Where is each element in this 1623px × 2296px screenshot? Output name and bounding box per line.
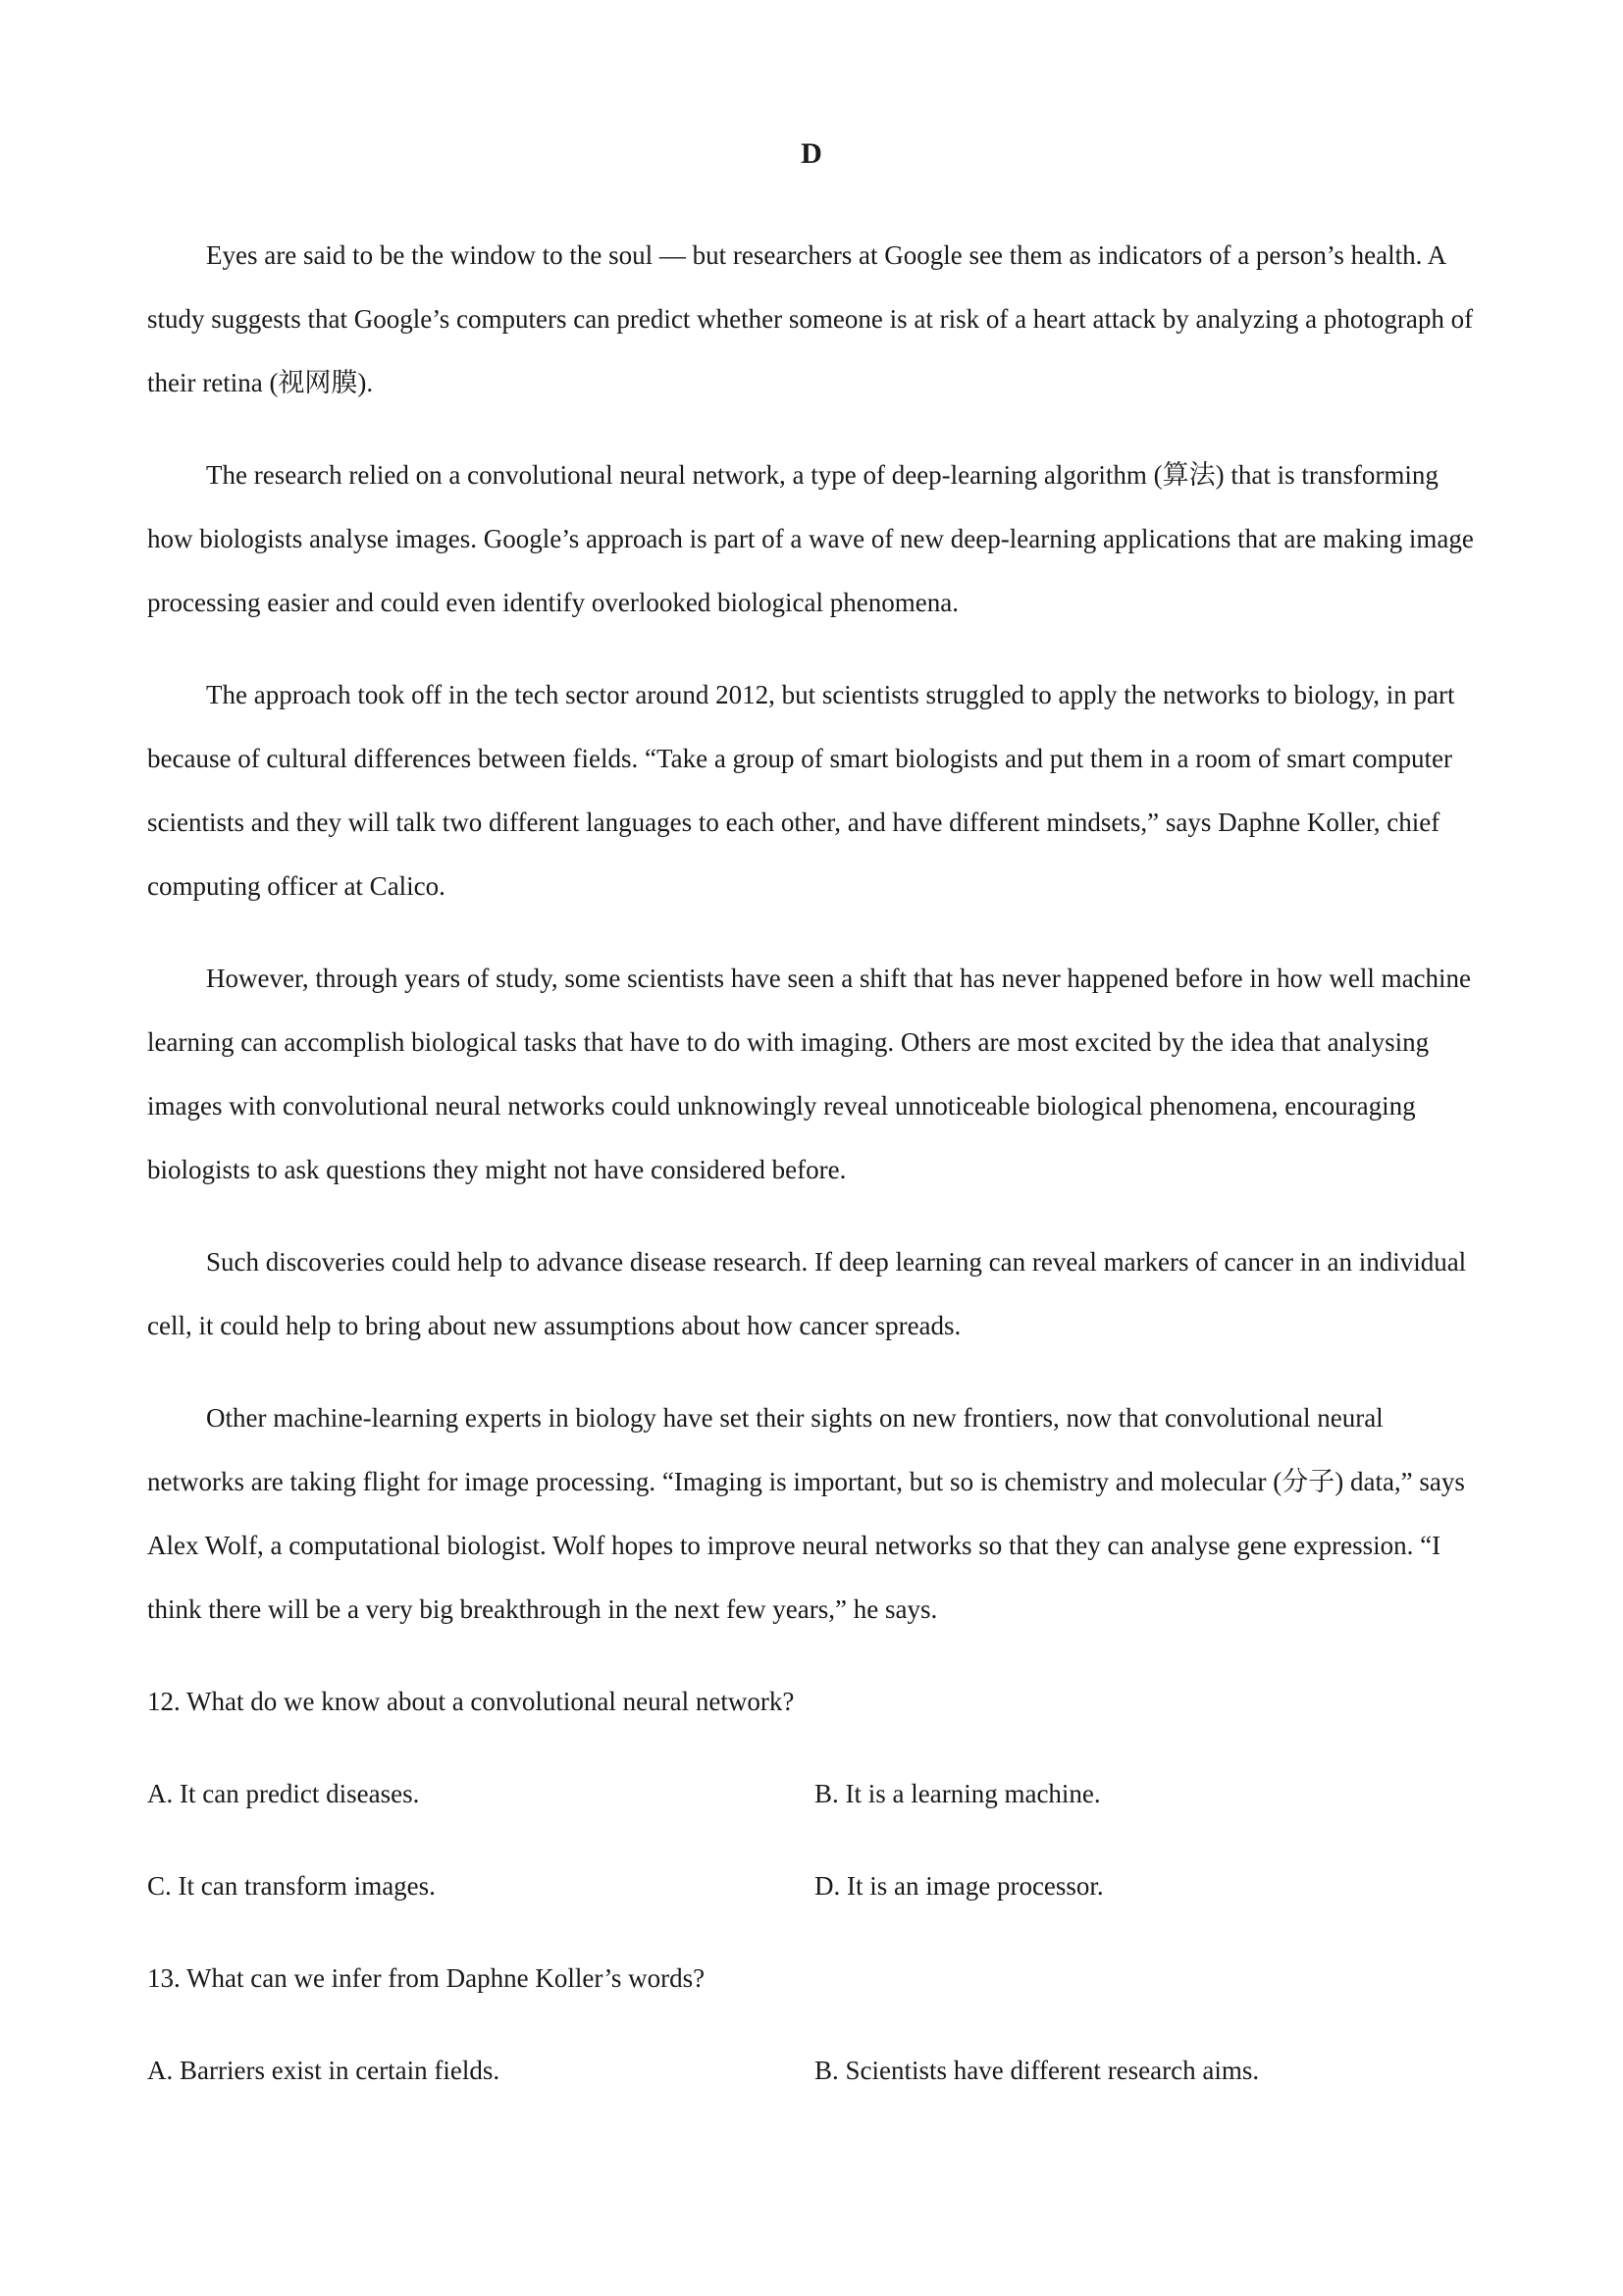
passage-paragraph-1: Eyes are said to be the window to the soul — but researchers at Google see them as indicators of a person’s health. A study suggests that Google’s computers can predict whether someone is at risk of a heart attack by analyzing a photograph of their retina (视网膜). — [147, 240, 1474, 397]
option-b: B. Scientists have different research aims. — [814, 2056, 1260, 2085]
passage-paragraph-3: The approach took off in the tech sector around 2012, but scientists struggled to apply the networks to biology, in part because of cultural differences between fields. “Take a group of smart biologists and put them in a room of smart computer scientists and they will talk two different languages to each other, and have different mindsets,” says Daphne Koller, chief computing officer at Calico. — [147, 680, 1455, 901]
option-a: A. It can predict diseases. — [147, 1779, 420, 1808]
option-c: C. It can transform images. — [147, 1871, 436, 1901]
passage-paragraph-2: The research relied on a convolutional neural network, a type of deep-learning algorithm (算法) that is transforming how biologists analyse images. Google’s approach is part of a wave of new deep-learning applications that are making image processing easier and could even identify overlooked biological phenomena. — [147, 460, 1474, 617]
options-row — [147, 1854, 1482, 1918]
reading-passage — [147, 224, 1482, 2131]
question-12 — [147, 1670, 1482, 1918]
options-row — [147, 2039, 1482, 2103]
option-d: D. It is an image processor. — [814, 1871, 1104, 1901]
question-stem: 12. What do we know about a convolutional neural network? — [147, 1687, 795, 1716]
option-b: B. It is a learning machine. — [814, 1779, 1101, 1808]
passage-paragraph-4: However, through years of study, some scientists have seen a shift that has never happened before in how well machine learning can accomplish biological tasks that have to do with imaging. Others are most excited by the idea that analysing images with convolutional neural networks could unknowingly reveal unnoticeable biological phenomena, encouraging biologists to ask questions they might not have considered before. — [147, 964, 1472, 1184]
passage-paragraph-5: Such discoveries could help to advance disease research. If deep learning can reveal markers of cancer in an individual cell, it could help to bring about new assumptions about how cancer spreads. — [147, 1247, 1467, 1340]
section-title: D — [801, 137, 822, 170]
question-13 — [147, 1947, 1482, 2103]
question-stem: 13. What can we infer from Daphne Koller’s words? — [147, 1963, 706, 1993]
options-row — [147, 1762, 1482, 1826]
passage-paragraph-6: Other machine-learning experts in biology have set their sights on new frontiers, now that convolutional neural networks are taking flight for image processing. “Imaging is important, but so is chemistry and molecular (分子) data,” says Alex Wolf, a computational biologist. Wolf hopes to improve neural networks so that they can analyse gene expression. “I think there will be a very big breakthrough in the next few years,” he says. — [147, 1403, 1465, 1624]
option-a: A. Barriers exist in certain fields. — [147, 2056, 500, 2085]
